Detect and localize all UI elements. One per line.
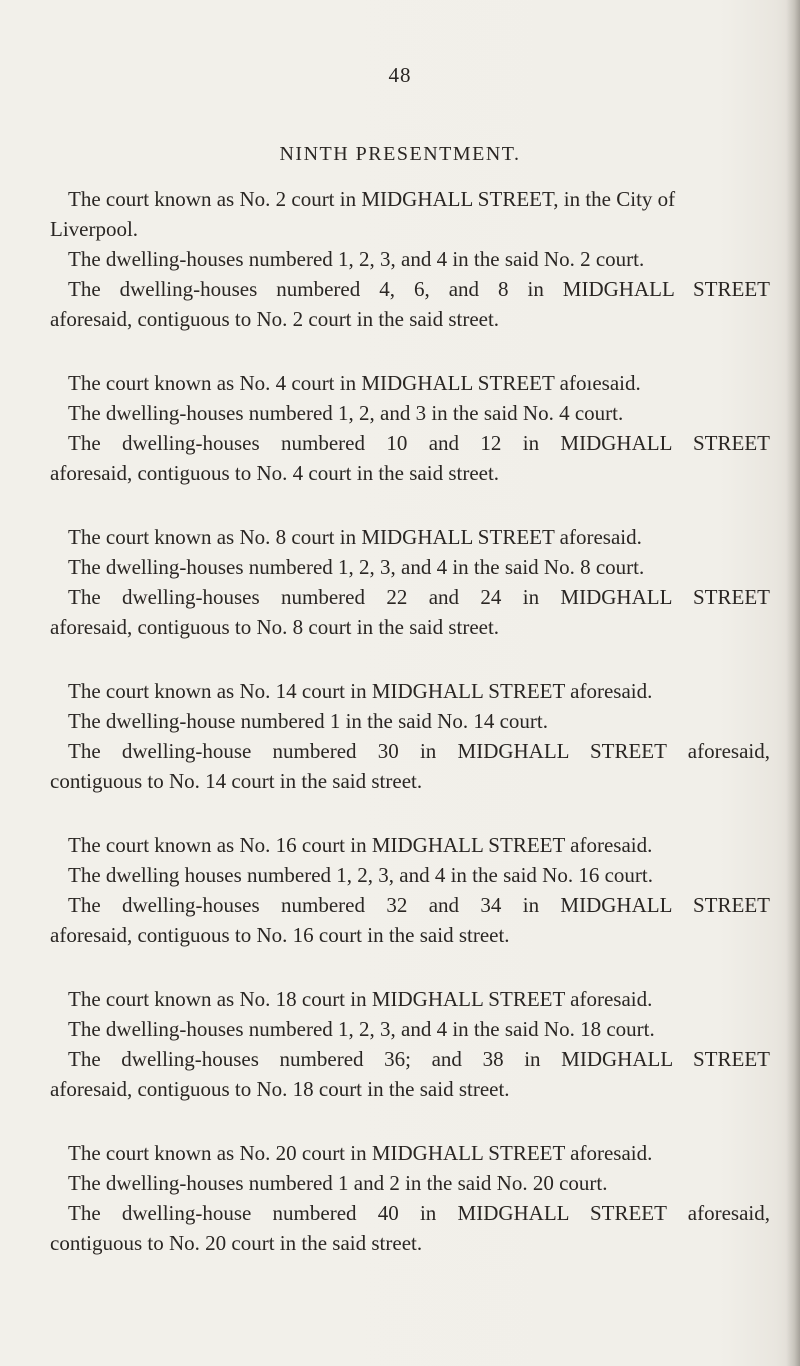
text-line: The dwelling-houses numbered 1, 2, 3, and 4 in the said No. 18 court. <box>68 1017 655 1041</box>
text-line: aforesaid, contiguous to No. 18 court in the said street. <box>50 1077 510 1101</box>
text-line: Liverpool. <box>50 217 139 241</box>
text-line: The dwelling-houses numbered 1, 2, and 3 in the said No. 4 court. <box>68 401 624 425</box>
presentment-body <box>50 184 770 1292</box>
text-line: The dwelling-house numbered 30 in MIDGHALL STREET aforesaid, <box>68 739 770 763</box>
text-line: The dwelling houses numbered 1, 2, 3, and 4 in the said No. 16 court. <box>68 863 653 887</box>
court-entry <box>50 184 770 334</box>
text-line: aforesaid, contiguous to No. 8 court in the said street. <box>50 615 500 639</box>
text-line: The court known as No. 20 court in MIDGHALL STREET aforesaid. <box>68 1141 653 1165</box>
text-line: aforesaid, contiguous to No. 16 court in the said street. <box>50 923 510 947</box>
court-entry <box>50 1138 770 1258</box>
court-entry <box>50 830 770 950</box>
court-entry <box>50 522 770 642</box>
text-line: The court known as No. 4 court in MIDGHALL STREET afoıesaid. <box>68 371 641 395</box>
text-line: The dwelling-houses numbered 10 and 12 in MIDGHALL STREET <box>68 431 770 455</box>
text-line: aforesaid, contiguous to No. 4 court in the said street. <box>50 461 500 485</box>
text-line: contiguous to No. 14 court in the said street. <box>50 769 423 793</box>
text-line: The court known as No. 8 court in MIDGHALL STREET aforesaid. <box>68 525 642 549</box>
text-line: The dwelling-houses numbered 1, 2, 3, and 4 in the said No. 8 court. <box>68 555 645 579</box>
text-line: contiguous to No. 20 court in the said street. <box>50 1231 423 1255</box>
court-entry <box>50 676 770 796</box>
court-entry <box>50 984 770 1104</box>
text-line: The dwelling-houses numbered 1 and 2 in the said No. 20 court. <box>68 1171 608 1195</box>
page-edge-shadow <box>786 0 800 1366</box>
page-number: 48 <box>388 63 412 87</box>
text-line: The dwelling-houses numbered 1, 2, 3, and 4 in the said No. 2 court. <box>68 247 645 271</box>
text-line: The dwelling-houses numbered 32 and 34 in MIDGHALL STREET <box>68 893 770 917</box>
text-line: The dwelling-houses numbered 4, 6, and 8 in MIDGHALL STREET <box>68 277 770 301</box>
text-line: The dwelling-houses numbered 36; and 38 in MIDGHALL STREET <box>68 1047 770 1071</box>
text-line: aforesaid, contiguous to No. 2 court in the said street. <box>50 307 500 331</box>
text-line: The dwelling-house numbered 40 in MIDGHALL STREET aforesaid, <box>68 1201 770 1225</box>
text-line: The court known as No. 14 court in MIDGHALL STREET aforesaid. <box>68 679 653 703</box>
text-line: The court known as No. 2 court in MIDGHALL STREET, in the City of <box>68 187 676 211</box>
page-title: NINTH PRESENTMENT. <box>279 143 521 165</box>
court-entry <box>50 368 770 488</box>
text-line: The dwelling-houses numbered 22 and 24 in MIDGHALL STREET <box>68 585 770 609</box>
text-line: The dwelling-house numbered 1 in the said No. 14 court. <box>68 709 548 733</box>
text-line: The court known as No. 16 court in MIDGHALL STREET aforesaid. <box>68 833 653 857</box>
text-line: The court known as No. 18 court in MIDGHALL STREET aforesaid. <box>68 987 653 1011</box>
